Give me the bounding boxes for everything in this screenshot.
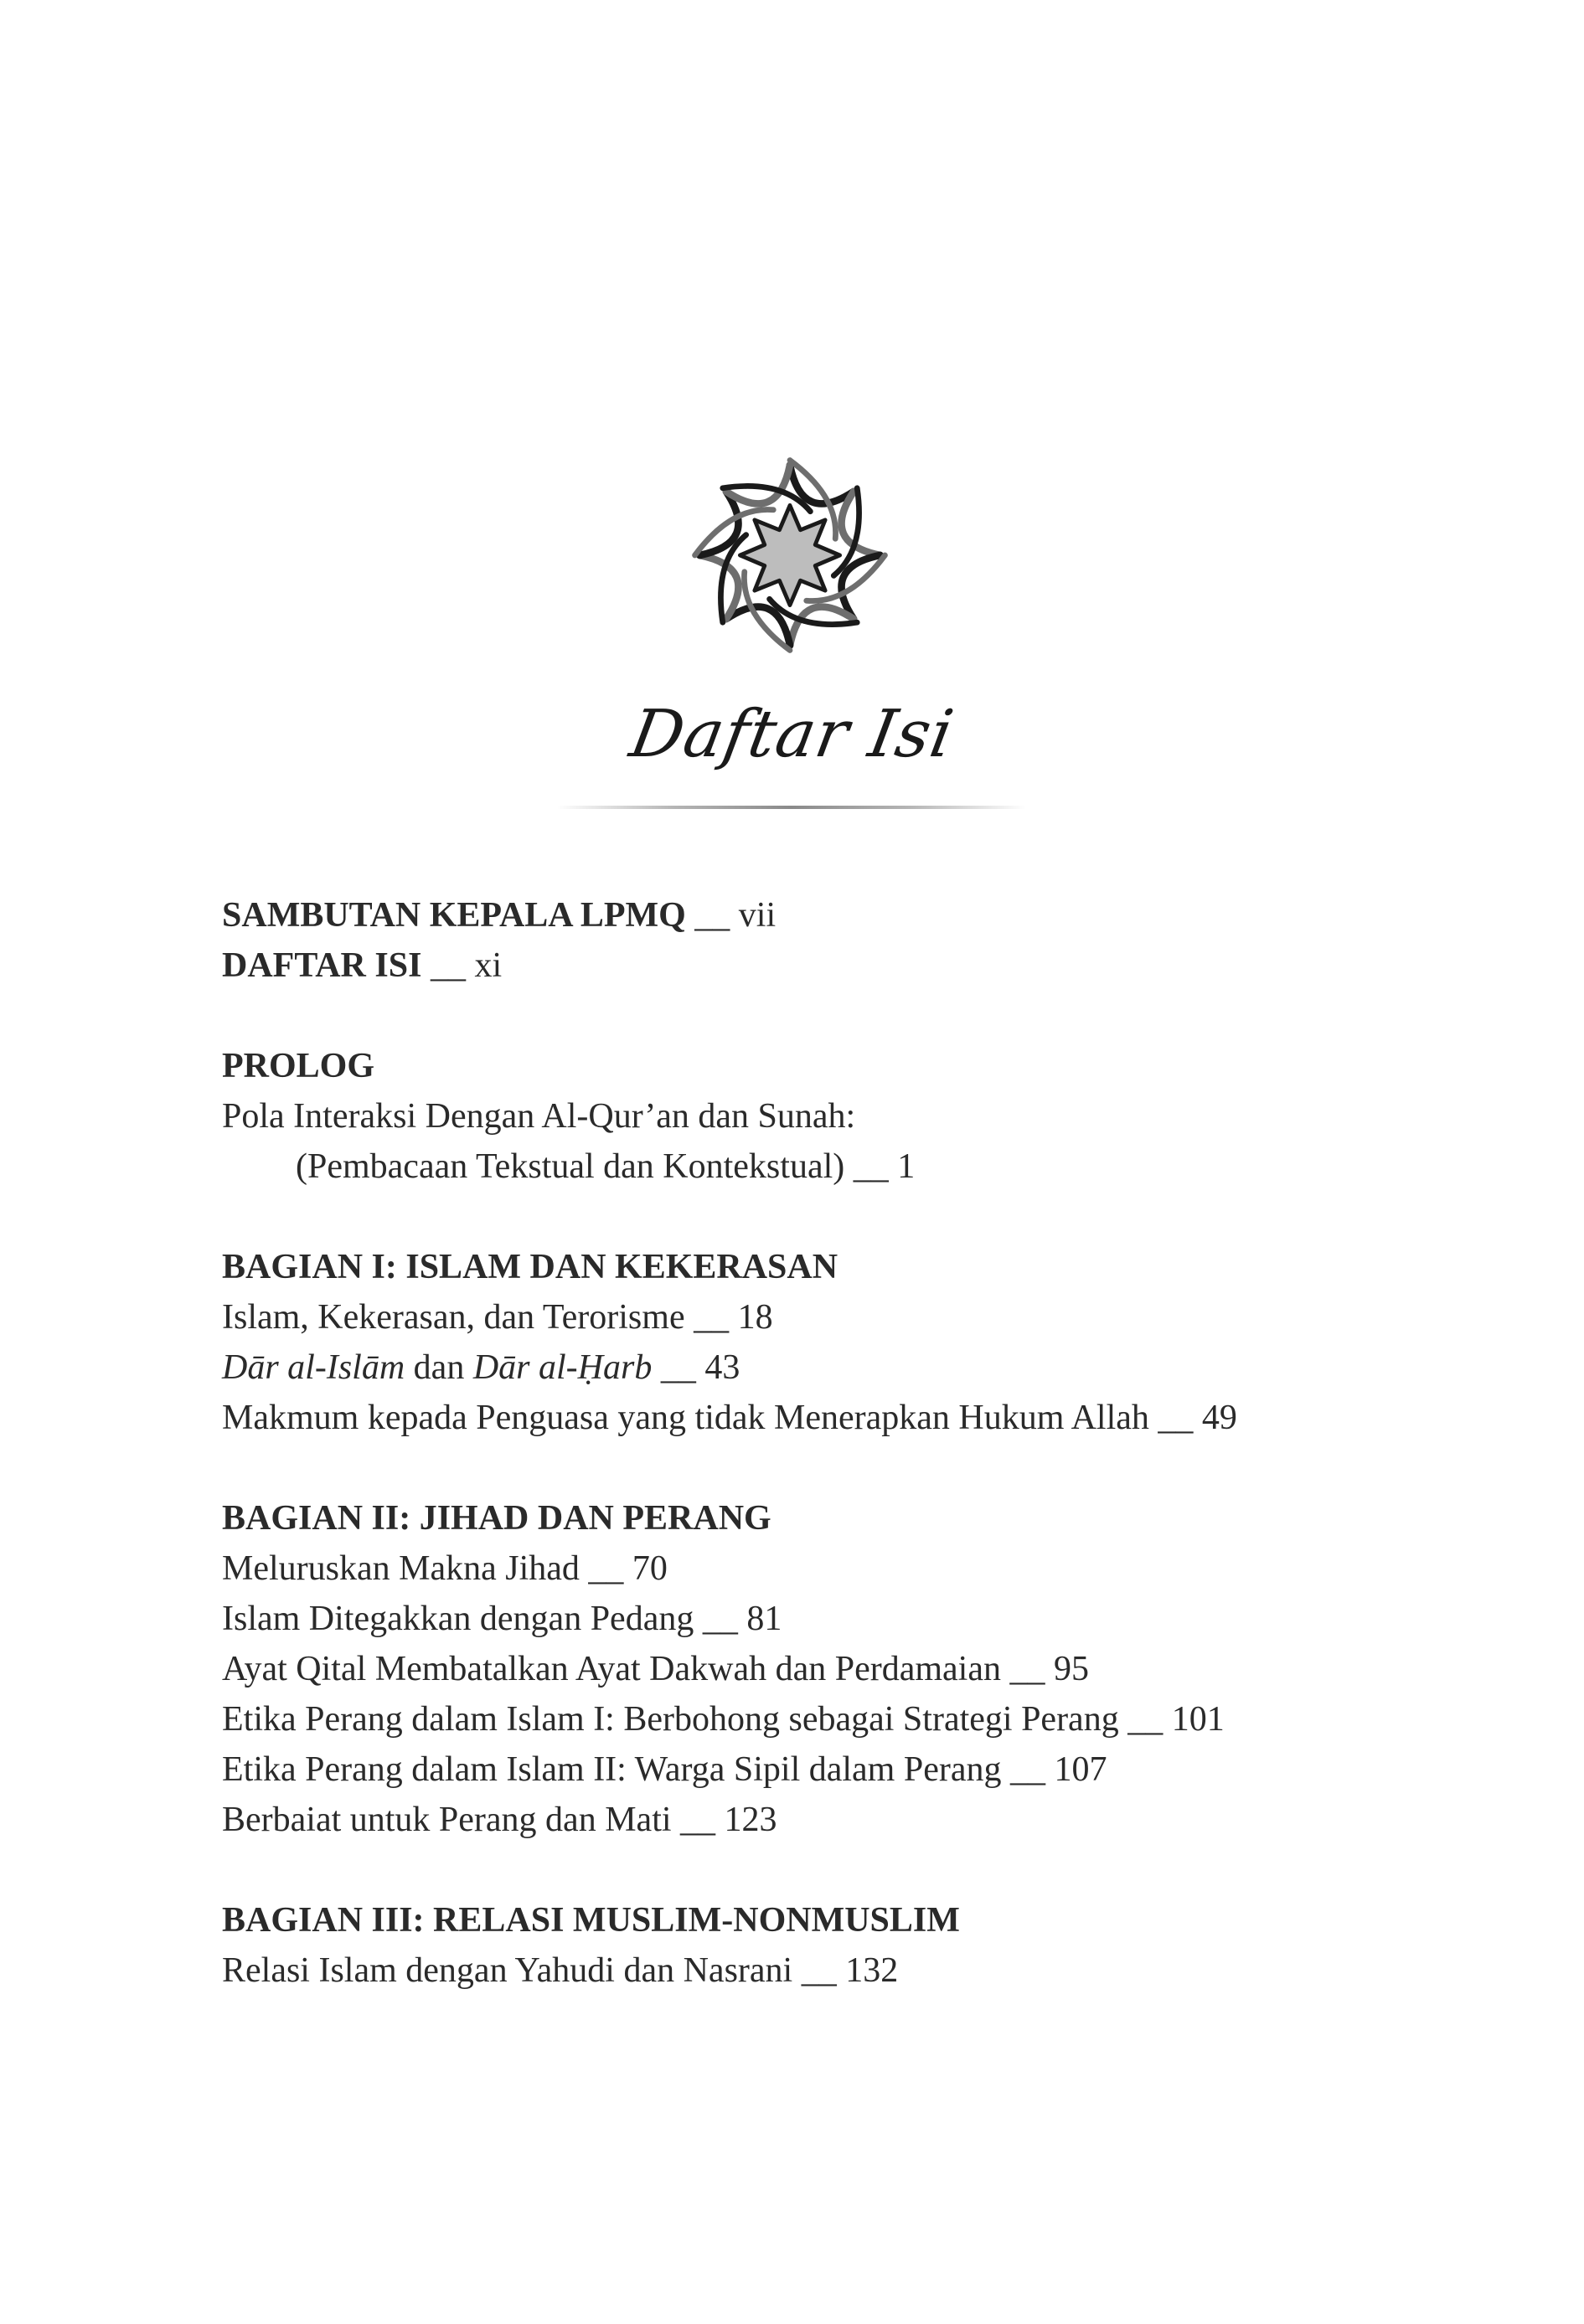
table-of-contents bbox=[222, 890, 1411, 1996]
toc-entry-title: Ayat Qital Membatalkan Ayat Dakwah dan Perdamaian bbox=[222, 1650, 1001, 1688]
toc-entry bbox=[222, 1393, 1411, 1443]
toc-entry bbox=[222, 1292, 1411, 1342]
toc-entry-title: DAFTAR ISI bbox=[222, 946, 422, 985]
section-heading-bagian-3: BAGIAN III: RELASI MUSLIM-NONMUSLIM bbox=[222, 1901, 960, 1940]
toc-entry bbox=[222, 1644, 1411, 1694]
toc-entry-term-dar-al-harb: Dār al-Ḥarb bbox=[472, 1348, 653, 1387]
toc-entry-title: Makmum kepada Penguasa yang tidak Menerapkan Hukum Allah bbox=[222, 1399, 1149, 1437]
toc-entry-prolog-line1: Pola Interaksi Dengan Al-Qur’an dan Sunah: bbox=[222, 1097, 856, 1136]
page-title: Daftar Isi bbox=[624, 697, 960, 772]
toc-entry-separator: __ bbox=[1118, 1700, 1172, 1739]
section-heading-prolog: PROLOG bbox=[222, 1047, 375, 1085]
section-gap bbox=[222, 1192, 1411, 1242]
toc-entry-separator: __ bbox=[1148, 1399, 1202, 1437]
toc-entry-separator: __ bbox=[671, 1801, 725, 1839]
toc-entry-page: 81 bbox=[746, 1600, 782, 1638]
toc-entry-separator: __ bbox=[1001, 1750, 1055, 1789]
toc-entry-page: 18 bbox=[737, 1298, 773, 1337]
toc-entry bbox=[222, 1694, 1411, 1744]
toc-entry-title: Relasi Islam dengan Yahudi dan Nasrani bbox=[222, 1951, 793, 1990]
toc-entry-page: 107 bbox=[1054, 1750, 1107, 1789]
section-gap bbox=[222, 1443, 1411, 1493]
toc-entry-separator: __ bbox=[1001, 1650, 1054, 1688]
toc-entry bbox=[222, 1795, 1411, 1845]
toc-entry-conjunction: dan bbox=[405, 1348, 473, 1387]
toc-entry-separator: __ bbox=[694, 1600, 747, 1638]
toc-entry-separator: __ bbox=[684, 1298, 738, 1337]
title-divider bbox=[557, 806, 1026, 809]
toc-entry bbox=[222, 940, 1411, 991]
toc-entry-page: 132 bbox=[845, 1951, 899, 1990]
toc-entry-separator: __ bbox=[652, 1348, 705, 1387]
section-heading-bagian-2: BAGIAN II: JIHAD DAN PERANG bbox=[222, 1499, 771, 1538]
toc-entry-page: 70 bbox=[632, 1549, 668, 1588]
toc-entry-page: 1 bbox=[897, 1147, 916, 1186]
toc-entry-separator: __ bbox=[579, 1549, 632, 1588]
toc-entry-title: SAMBUTAN KEPALA LPMQ bbox=[222, 896, 686, 935]
toc-entry-title: Etika Perang dalam Islam I: Berbohong sebagai Strategi Perang bbox=[222, 1700, 1119, 1739]
rosette-ornament-icon bbox=[685, 451, 895, 660]
toc-entry-prolog-line2 bbox=[222, 1141, 1411, 1192]
toc-entry-page: 123 bbox=[724, 1801, 777, 1839]
section-gap bbox=[222, 1845, 1411, 1895]
toc-entry bbox=[222, 1945, 1411, 1996]
toc-entry bbox=[222, 1543, 1411, 1594]
toc-entry-separator: __ bbox=[792, 1951, 846, 1990]
toc-entry-page: 43 bbox=[704, 1348, 740, 1387]
toc-entry-page: vii bbox=[738, 896, 777, 935]
toc-entry-separator: __ bbox=[844, 1147, 898, 1186]
toc-entry-page: 95 bbox=[1054, 1650, 1089, 1688]
toc-entry-page: 101 bbox=[1171, 1700, 1225, 1739]
toc-entry-title: Islam Ditegakkan dengan Pedang bbox=[222, 1600, 694, 1638]
toc-entry-separator: __ bbox=[685, 896, 739, 935]
toc-entry-term-dar-al-islam: Dār al-Islām bbox=[222, 1348, 405, 1387]
toc-entry bbox=[222, 1744, 1411, 1795]
toc-entry-title: Meluruskan Makna Jihad bbox=[222, 1549, 580, 1588]
toc-entry bbox=[222, 890, 1411, 940]
toc-entry-title: Islam, Kekerasan, dan Terorisme bbox=[222, 1298, 685, 1337]
toc-entry bbox=[222, 1594, 1411, 1644]
toc-entry-page: xi bbox=[474, 946, 503, 985]
toc-entry-title: (Pembacaan Tekstual dan Kontekstual) bbox=[296, 1147, 845, 1186]
toc-entry-separator: __ bbox=[421, 946, 475, 985]
toc-entry bbox=[222, 1342, 1411, 1393]
toc-entry-title: Berbaiat untuk Perang dan Mati bbox=[222, 1801, 672, 1839]
section-heading-bagian-1: BAGIAN I: ISLAM DAN KEKERASAN bbox=[222, 1248, 838, 1286]
section-gap bbox=[222, 991, 1411, 1041]
toc-entry-title: Etika Perang dalam Islam II: Warga Sipil dalam Perang bbox=[222, 1750, 1002, 1789]
toc-entry-page: 49 bbox=[1201, 1399, 1237, 1437]
